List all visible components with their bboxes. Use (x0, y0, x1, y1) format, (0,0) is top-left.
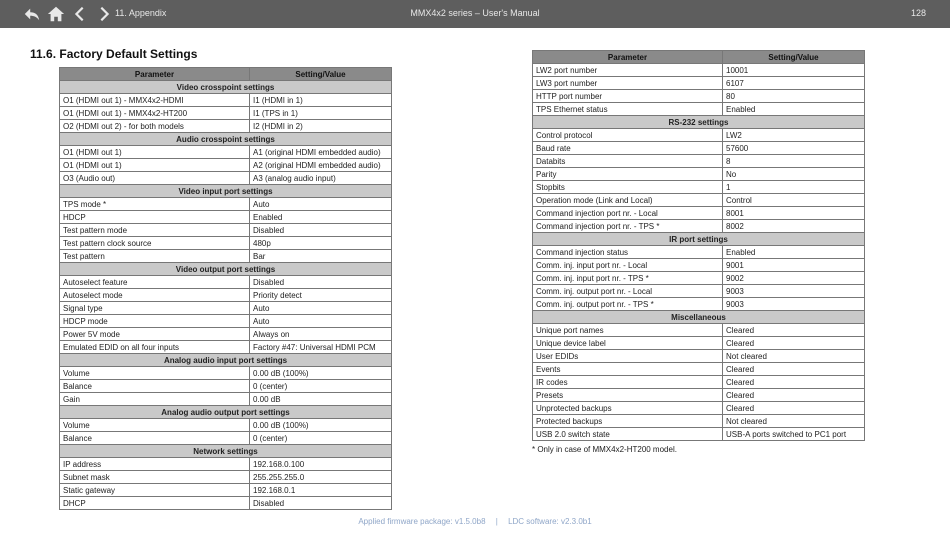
section-header: Analog audio output port settings (60, 406, 392, 419)
section-header: RS-232 settings (533, 116, 865, 129)
section-header-row (60, 445, 392, 458)
parameter-cell: TPS Ethernet status (533, 103, 723, 116)
column-header-parameter: Parameter (533, 51, 723, 64)
factory-defaults-table-right (532, 50, 865, 441)
table-row (533, 77, 865, 90)
parameter-cell: HDCP (60, 211, 250, 224)
parameter-cell: DHCP (60, 497, 250, 510)
chapter-title: 11. Appendix (115, 8, 167, 18)
parameter-cell: Test pattern mode (60, 224, 250, 237)
table-row (60, 276, 392, 289)
parameter-cell: Unprotected backups (533, 402, 723, 415)
parameter-cell: Power 5V mode (60, 328, 250, 341)
parameter-cell: Emulated EDID on all four inputs (60, 341, 250, 354)
table-row (60, 250, 392, 263)
table-row (533, 324, 865, 337)
footer-separator: | (495, 517, 498, 526)
value-cell: 192.168.0.1 (250, 484, 392, 497)
table-row (60, 315, 392, 328)
parameter-cell: Protected backups (533, 415, 723, 428)
software-version: LDC software: v2.3.0b1 (508, 517, 592, 526)
value-cell: Auto (250, 302, 392, 315)
document-title: MMX4x2 series – User's Manual (410, 8, 540, 18)
value-cell: 10001 (723, 64, 865, 77)
value-cell: 9001 (723, 259, 865, 272)
value-cell: Disabled (250, 276, 392, 289)
parameter-cell: O1 (HDMI out 1) - MMX4x2-HDMI (60, 94, 250, 107)
parameter-cell: Command injection port nr. - Local (533, 207, 723, 220)
value-cell: A1 (original HDMI embedded audio) (250, 146, 392, 159)
value-cell: Disabled (250, 497, 392, 510)
parameter-cell: Unique device label (533, 337, 723, 350)
factory-defaults-table-left (59, 67, 392, 510)
table-row (533, 428, 865, 441)
value-cell: Cleared (723, 389, 865, 402)
value-cell: I1 (TPS in 1) (250, 107, 392, 120)
parameter-cell: Gain (60, 393, 250, 406)
value-cell: A2 (original HDMI embedded audio) (250, 159, 392, 172)
section-header: Network settings (60, 445, 392, 458)
value-cell: 255.255.255.0 (250, 471, 392, 484)
value-cell: 8002 (723, 220, 865, 233)
parameter-cell: O1 (HDMI out 1) - MMX4x2-HT200 (60, 107, 250, 120)
value-cell: Factory #47: Universal HDMI PCM (250, 341, 392, 354)
section-header-row (60, 263, 392, 276)
table-row (533, 155, 865, 168)
value-cell: 80 (723, 90, 865, 103)
value-cell: 9002 (723, 272, 865, 285)
value-cell: 0 (center) (250, 380, 392, 393)
table-row (60, 328, 392, 341)
value-cell: Enabled (723, 246, 865, 259)
parameter-cell: TPS mode * (60, 198, 250, 211)
value-cell: Cleared (723, 337, 865, 350)
table-row (533, 350, 865, 363)
table-row (533, 259, 865, 272)
section-header: Video input port settings (60, 185, 392, 198)
table-row (533, 168, 865, 181)
section-header-row (60, 406, 392, 419)
parameter-cell: O2 (HDMI out 2) - for both models (60, 120, 250, 133)
table-row (60, 419, 392, 432)
parameter-cell: O1 (HDMI out 1) (60, 159, 250, 172)
value-cell: A3 (analog audio input) (250, 172, 392, 185)
table-row (533, 285, 865, 298)
value-cell: 0.00 dB (100%) (250, 419, 392, 432)
parameter-cell: HDCP mode (60, 315, 250, 328)
parameter-cell: IP address (60, 458, 250, 471)
table-row (60, 302, 392, 315)
table-header-row (533, 51, 865, 64)
table-row (60, 198, 392, 211)
value-cell: Bar (250, 250, 392, 263)
parameter-cell: Command injection port nr. - TPS * (533, 220, 723, 233)
table-row (533, 129, 865, 142)
section-header: Video output port settings (60, 263, 392, 276)
value-cell: I1 (HDMI in 1) (250, 94, 392, 107)
table-row (60, 341, 392, 354)
parameter-cell: Control protocol (533, 129, 723, 142)
section-header: Analog audio input port settings (60, 354, 392, 367)
section-header: Audio crosspoint settings (60, 133, 392, 146)
parameter-cell: Stopbits (533, 181, 723, 194)
table-row (60, 146, 392, 159)
parameter-cell: Signal type (60, 302, 250, 315)
value-cell: Enabled (250, 211, 392, 224)
column-header-value: Setting/Value (723, 51, 865, 64)
section-header-row (533, 116, 865, 129)
page-footer (0, 517, 950, 526)
parameter-cell: Comm. inj. input port nr. - Local (533, 259, 723, 272)
value-cell: USB-A ports switched to PC1 port (723, 428, 865, 441)
value-cell: 1 (723, 181, 865, 194)
parameter-cell: O1 (HDMI out 1) (60, 146, 250, 159)
value-cell: Enabled (723, 103, 865, 116)
value-cell: 9003 (723, 285, 865, 298)
parameter-cell: Static gateway (60, 484, 250, 497)
parameter-cell: Events (533, 363, 723, 376)
top-bar (0, 0, 950, 28)
parameter-cell: Baud rate (533, 142, 723, 155)
table-row (533, 298, 865, 311)
section-header-row (60, 354, 392, 367)
table-row (60, 497, 392, 510)
table-row (60, 380, 392, 393)
value-cell: Cleared (723, 324, 865, 337)
value-cell: Auto (250, 315, 392, 328)
parameter-cell: Test pattern clock source (60, 237, 250, 250)
table-row (533, 415, 865, 428)
table-row (533, 272, 865, 285)
parameter-cell: Operation mode (Link and Local) (533, 194, 723, 207)
table-row (60, 458, 392, 471)
table-row (533, 207, 865, 220)
value-cell: LW2 (723, 129, 865, 142)
table-header-row (60, 68, 392, 81)
value-cell: Auto (250, 198, 392, 211)
value-cell: Cleared (723, 402, 865, 415)
value-cell: 0.00 dB (250, 393, 392, 406)
footnote: * Only in case of MMX4x2-HT200 model. (532, 445, 677, 454)
parameter-cell: O3 (Audio out) (60, 172, 250, 185)
value-cell: 57600 (723, 142, 865, 155)
parameter-cell: Databits (533, 155, 723, 168)
value-cell: No (723, 168, 865, 181)
column-header-parameter: Parameter (60, 68, 250, 81)
table-row (60, 432, 392, 445)
table-row (60, 393, 392, 406)
section-title: 11.6. Factory Default Settings (30, 47, 198, 61)
table-row (60, 172, 392, 185)
table-row (533, 181, 865, 194)
table-row (533, 389, 865, 402)
page-number: 128 (910, 8, 926, 18)
table-row (533, 64, 865, 77)
value-cell: Always on (250, 328, 392, 341)
table-row (533, 376, 865, 389)
table-row (533, 363, 865, 376)
section-header-row (60, 185, 392, 198)
value-cell: 8001 (723, 207, 865, 220)
parameter-cell: Volume (60, 367, 250, 380)
table-row (533, 402, 865, 415)
section-header-row (533, 311, 865, 324)
parameter-cell: Autoselect mode (60, 289, 250, 302)
value-cell: 0.00 dB (100%) (250, 367, 392, 380)
parameter-cell: Subnet mask (60, 471, 250, 484)
parameter-cell: Unique port names (533, 324, 723, 337)
value-cell: Not cleared (723, 415, 865, 428)
table-row (60, 289, 392, 302)
table-row (60, 159, 392, 172)
value-cell: Not cleared (723, 350, 865, 363)
value-cell: 480p (250, 237, 392, 250)
section-header-row (60, 81, 392, 94)
table-row (533, 337, 865, 350)
parameter-cell: LW3 port number (533, 77, 723, 90)
section-header: Miscellaneous (533, 311, 865, 324)
value-cell: Priority detect (250, 289, 392, 302)
table-row (60, 107, 392, 120)
parameter-cell: Presets (533, 389, 723, 402)
table-row (533, 103, 865, 116)
parameter-cell: Volume (60, 419, 250, 432)
value-cell: 192.168.0.100 (250, 458, 392, 471)
parameter-cell: Comm. inj. output port nr. - Local (533, 285, 723, 298)
table-row (533, 246, 865, 259)
value-cell: 9003 (723, 298, 865, 311)
value-cell: 6107 (723, 77, 865, 90)
value-cell: Cleared (723, 363, 865, 376)
parameter-cell: Balance (60, 432, 250, 445)
parameter-cell: Comm. inj. input port nr. - TPS * (533, 272, 723, 285)
table-row (533, 90, 865, 103)
section-header: Video crosspoint settings (60, 81, 392, 94)
parameter-cell: Parity (533, 168, 723, 181)
table-row (533, 220, 865, 233)
value-cell: Control (723, 194, 865, 207)
parameter-cell: User EDIDs (533, 350, 723, 363)
table-row (533, 194, 865, 207)
table-row (60, 224, 392, 237)
table-row (60, 471, 392, 484)
table-row (60, 237, 392, 250)
parameter-cell: Autoselect feature (60, 276, 250, 289)
parameter-cell: Balance (60, 380, 250, 393)
parameter-cell: IR codes (533, 376, 723, 389)
parameter-cell: Command injection status (533, 246, 723, 259)
table-row (60, 94, 392, 107)
parameter-cell: LW2 port number (533, 64, 723, 77)
parameter-cell: HTTP port number (533, 90, 723, 103)
value-cell: 8 (723, 155, 865, 168)
firmware-version: Applied firmware package: v1.5.0b8 (358, 517, 486, 526)
parameter-cell: Test pattern (60, 250, 250, 263)
table-row (60, 120, 392, 133)
table-row (60, 367, 392, 380)
parameter-cell: USB 2.0 switch state (533, 428, 723, 441)
column-header-value: Setting/Value (250, 68, 392, 81)
table-row (60, 211, 392, 224)
parameter-cell: Comm. inj. output port nr. - TPS * (533, 298, 723, 311)
value-cell: I2 (HDMI in 2) (250, 120, 392, 133)
value-cell: Cleared (723, 376, 865, 389)
value-cell: 0 (center) (250, 432, 392, 445)
value-cell: Disabled (250, 224, 392, 237)
table-row (533, 142, 865, 155)
table-row (60, 484, 392, 497)
section-header-row (533, 233, 865, 246)
section-header: IR port settings (533, 233, 865, 246)
section-header-row (60, 133, 392, 146)
